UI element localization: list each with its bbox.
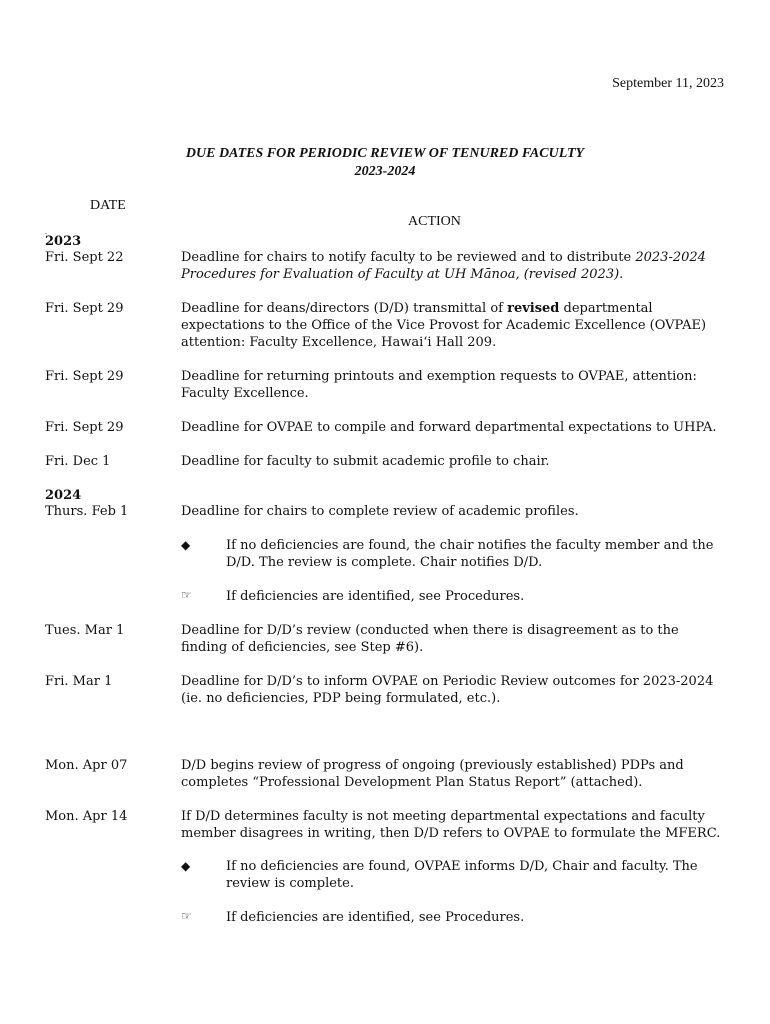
entry-action: Deadline for deans/directors (D/D) transmittal of revised departmental expectations to the Office of the Vice Provost for Academic Excellence (OVPAE) attention: Faculty Excellence, Hawaiʻi Hall 209.: [181, 301, 707, 350]
diamond-bullet-icon: ◆: [181, 538, 191, 552]
bullet-text: If no deficiencies are found, OVPAE informs D/D, Chair and faculty. The review is complete.: [226, 859, 698, 891]
pointing-hand-icon: ☞: [181, 909, 192, 923]
entry-action: If D/D determines faculty is not meeting departmental expectations and faculty member disagrees in writing, then D/D refers to OVPAE to formulate the MFERC.: [181, 809, 721, 841]
document-date: September 11, 2023: [612, 76, 724, 91]
entry-action: Deadline for D/D’s to inform OVPAE on Periodic Review outcomes for 2023-2024 (ie. no deficiencies, PDP being formulated, etc.).: [181, 674, 714, 706]
entry-action: Deadline for chairs to complete review of academic profiles.: [181, 504, 579, 519]
entry-action: Deadline for D/D’s review (conducted when there is disagreement as to the finding of deficiencies, see Step #6).: [181, 623, 679, 655]
bullet-text: If no deficiencies are found, the chair notifies the faculty member and the D/D. The review is complete. Chair notifies D/D.: [226, 538, 714, 570]
entry-action: Deadline for chairs to notify faculty to be reviewed and to distribute 2023-2024 Procedures for Evaluation of Faculty at UH Mānoa, (revised 2023).: [181, 250, 706, 282]
diamond-bullet-icon: ◆: [181, 859, 191, 873]
entry-date: Fri. Mar 1: [45, 674, 113, 689]
entry-date: Thurs. Feb 1: [45, 504, 129, 519]
year-heading-2023: 2023: [45, 234, 82, 249]
document-title: DUE DATES FOR PERIODIC REVIEW OF TENURED FACULTY: [185, 146, 585, 161]
entry-date: Fri. Sept 29: [45, 301, 124, 316]
entry-date: Mon. Apr 14: [45, 809, 128, 824]
bullet-text: If deficiencies are identified, see Procedures.: [226, 589, 525, 604]
entry-date: Mon. Apr 07: [45, 758, 128, 773]
entry-action: Deadline for faculty to submit academic profile to chair.: [181, 454, 550, 469]
bullet-text: If deficiencies are identified, see Procedures.: [226, 910, 525, 925]
entry-action: D/D begins review of progress of ongoing (previously established) PDPs and completes “Professional Development Plan Status Report” (attached).: [181, 758, 684, 790]
entry-action: Deadline for returning printouts and exemption requests to OVPAE, attention: Faculty Excellence.: [181, 369, 697, 401]
entry-date: Tues. Mar 1: [45, 623, 125, 638]
entry-date: Fri. Dec 1: [45, 454, 111, 469]
year-heading-2024: 2024: [45, 488, 82, 503]
entry-date: Fri. Sept 29: [45, 369, 124, 384]
entry-date: Fri. Sept 22: [45, 250, 124, 265]
document-subtitle: 2023-2024: [354, 164, 416, 179]
entry-action: Deadline for OVPAE to compile and forward departmental expectations to UHPA.: [181, 420, 717, 435]
pointing-hand-icon: ☞: [181, 588, 192, 602]
stray-dot: .: [45, 227, 47, 236]
entry-date: Fri. Sept 29: [45, 420, 124, 435]
action-column-header: ACTION: [408, 214, 461, 229]
date-column-header: DATE: [90, 198, 126, 213]
